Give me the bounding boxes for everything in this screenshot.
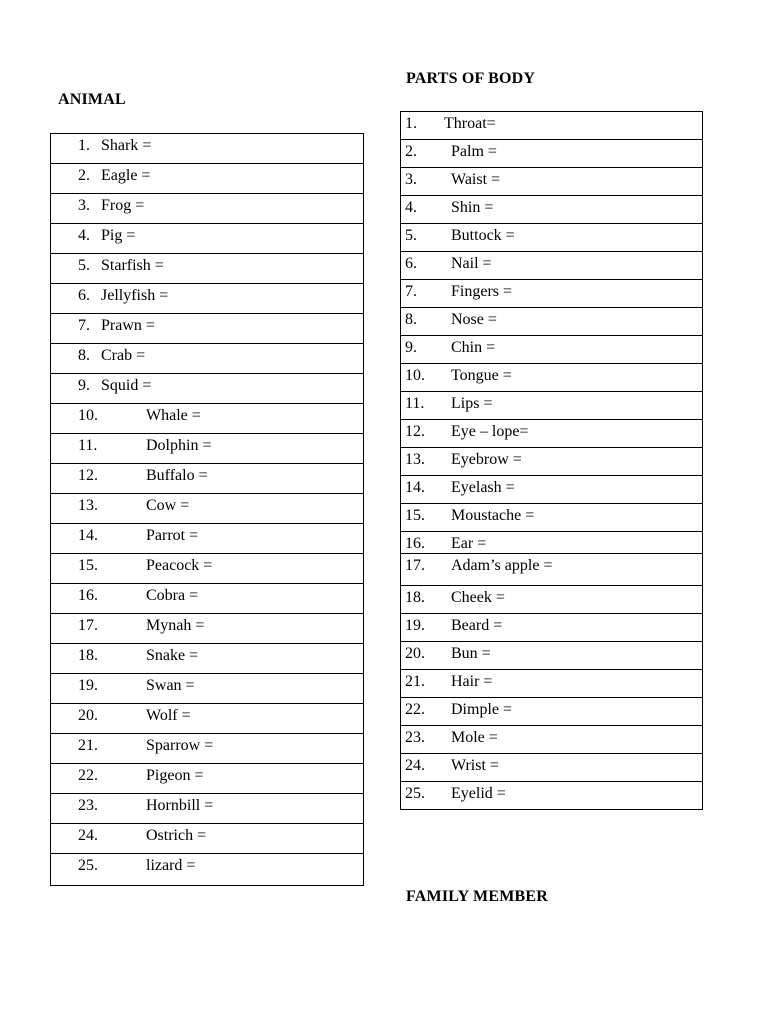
table-cell <box>51 674 364 704</box>
table-cell <box>401 532 703 554</box>
table-row <box>401 252 703 280</box>
item-number: 18. <box>405 589 425 606</box>
item-number: 7. <box>78 317 90 334</box>
table-row <box>51 164 364 194</box>
item-number: 16. <box>405 535 425 552</box>
table-cell <box>401 448 703 476</box>
table-cell <box>401 698 703 726</box>
table-row <box>51 374 364 404</box>
table-cell <box>51 314 364 344</box>
table-cell <box>401 782 703 810</box>
table-cell <box>401 280 703 308</box>
table-row <box>51 254 364 284</box>
table-row <box>401 140 703 168</box>
item-number: 8. <box>78 347 90 364</box>
table-row <box>51 734 364 764</box>
item-label: Bun = <box>451 645 491 662</box>
item-number: 1. <box>405 115 417 132</box>
table-cell <box>51 644 364 674</box>
item-label: Cobra = <box>146 587 199 604</box>
table-row <box>401 476 703 504</box>
item-number: 12. <box>78 467 98 484</box>
table-cell <box>51 194 364 224</box>
item-label: Prawn = <box>101 317 155 334</box>
table-row <box>401 614 703 642</box>
item-number: 2. <box>405 143 417 160</box>
table-row <box>401 554 703 586</box>
table-row <box>401 280 703 308</box>
item-label: Chin = <box>451 339 496 356</box>
table-row <box>401 448 703 476</box>
item-label: Shin = <box>451 199 494 216</box>
table-cell <box>51 704 364 734</box>
table-cell <box>51 584 364 614</box>
table-row <box>401 670 703 698</box>
table-row <box>401 782 703 810</box>
animal-heading: ANIMAL <box>58 91 126 108</box>
item-label: Shark = <box>101 137 152 154</box>
table-cell <box>51 524 364 554</box>
item-label: Starfish = <box>101 257 164 274</box>
item-label: Lips = <box>451 395 493 412</box>
item-label: Eagle = <box>101 167 151 184</box>
item-number: 13. <box>405 451 425 468</box>
item-label: Nose = <box>451 311 497 328</box>
table-row <box>401 642 703 670</box>
table-row <box>51 224 364 254</box>
table-cell <box>401 224 703 252</box>
item-label: Cheek = <box>451 589 505 606</box>
item-number: 25. <box>78 857 98 874</box>
table-row <box>51 674 364 704</box>
table-row <box>51 194 364 224</box>
item-label: Peacock = <box>146 557 213 574</box>
item-number: 8. <box>405 311 417 328</box>
item-label: Palm = <box>451 143 497 160</box>
item-label: Adam’s apple = <box>451 557 553 574</box>
item-label: Dimple = <box>451 701 513 718</box>
item-number: 19. <box>78 677 98 694</box>
table-cell <box>51 554 364 584</box>
table-row <box>51 704 364 734</box>
table-cell <box>401 392 703 420</box>
item-label: Nail = <box>451 255 492 272</box>
item-number: 24. <box>405 757 425 774</box>
item-label: Hornbill = <box>146 797 214 814</box>
table-cell <box>401 614 703 642</box>
item-label: Ostrich = <box>146 827 207 844</box>
item-label: Throat= <box>444 115 496 132</box>
table-row <box>401 420 703 448</box>
item-number: 7. <box>405 283 417 300</box>
table-cell <box>51 284 364 314</box>
item-number: 17. <box>405 557 425 574</box>
table-cell <box>401 196 703 224</box>
table-cell <box>51 764 364 794</box>
item-label: Buffalo = <box>146 467 208 484</box>
item-number: 1. <box>78 137 90 154</box>
table-cell <box>401 476 703 504</box>
table-row <box>51 404 364 434</box>
item-label: Buttock = <box>451 227 515 244</box>
item-number: 21. <box>405 673 425 690</box>
table-cell <box>401 364 703 392</box>
table-row <box>51 794 364 824</box>
table-row <box>51 434 364 464</box>
item-number: 10. <box>78 407 98 424</box>
item-label: Moustache = <box>451 507 535 524</box>
item-number: 15. <box>405 507 425 524</box>
item-number: 19. <box>405 617 425 634</box>
item-number: 9. <box>78 377 90 394</box>
item-label: Swan = <box>146 677 195 694</box>
item-label: Dolphin = <box>146 437 212 454</box>
table-row <box>401 504 703 532</box>
table-row <box>401 168 703 196</box>
item-label: Eyelid = <box>451 785 506 802</box>
table-cell <box>401 252 703 280</box>
item-number: 11. <box>405 395 425 412</box>
table-cell <box>51 374 364 404</box>
table-cell <box>51 254 364 284</box>
item-number: 21. <box>78 737 98 754</box>
item-number: 15. <box>78 557 98 574</box>
table-cell <box>401 140 703 168</box>
item-number: 16. <box>78 587 98 604</box>
table-row <box>51 314 364 344</box>
item-label: Jellyfish = <box>101 287 169 304</box>
table-cell <box>51 734 364 764</box>
item-label: Sparrow = <box>146 737 214 754</box>
table-row <box>51 464 364 494</box>
item-label: Hair = <box>451 673 493 690</box>
item-number: 4. <box>78 227 90 244</box>
item-number: 24. <box>78 827 98 844</box>
family-member-heading: FAMILY MEMBER <box>406 888 549 905</box>
table-cell <box>51 494 364 524</box>
table-cell <box>51 224 364 254</box>
item-label: Eyelash = <box>451 479 515 496</box>
table-cell <box>51 134 364 164</box>
table-cell <box>51 434 364 464</box>
table-row <box>401 698 703 726</box>
table-row <box>51 644 364 674</box>
table-cell <box>401 336 703 364</box>
item-number: 23. <box>78 797 98 814</box>
item-number: 9. <box>405 339 417 356</box>
table-cell <box>401 642 703 670</box>
item-number: 12. <box>405 423 425 440</box>
table-row <box>401 112 703 140</box>
table-cell <box>51 824 364 854</box>
table-row <box>401 726 703 754</box>
table-row <box>51 524 364 554</box>
table-row <box>51 854 364 886</box>
table-cell <box>401 168 703 196</box>
table-cell <box>401 670 703 698</box>
item-label: Beard = <box>451 617 503 634</box>
item-number: 20. <box>405 645 425 662</box>
table-row <box>401 754 703 782</box>
table-cell <box>51 794 364 824</box>
item-label: Eyebrow = <box>451 451 522 468</box>
item-label: Squid = <box>101 377 152 394</box>
item-number: 25. <box>405 785 425 802</box>
table-row <box>401 532 703 554</box>
item-number: 5. <box>405 227 417 244</box>
item-label: Eye – lope= <box>451 423 529 440</box>
item-number: 5. <box>78 257 90 274</box>
table-cell <box>51 464 364 494</box>
item-label: Pigeon = <box>146 767 204 784</box>
table-row <box>51 584 364 614</box>
table-row <box>401 196 703 224</box>
item-label: Mynah = <box>146 617 205 634</box>
item-number: 4. <box>405 199 417 216</box>
item-label: Ear = <box>451 535 487 552</box>
item-label: Wrist = <box>451 757 499 774</box>
item-number: 3. <box>405 171 417 188</box>
table-cell <box>51 164 364 194</box>
parts-of-body-table <box>400 111 703 810</box>
table-cell <box>51 854 364 886</box>
item-label: Mole = <box>451 729 498 746</box>
item-number: 10. <box>405 367 425 384</box>
item-number: 22. <box>405 701 425 718</box>
item-label: Pig = <box>101 227 136 244</box>
table-row <box>401 336 703 364</box>
table-row <box>401 308 703 336</box>
item-number: 14. <box>405 479 425 496</box>
animal-table <box>50 133 364 886</box>
table-cell <box>401 554 703 586</box>
item-label: Waist = <box>451 171 501 188</box>
table-cell <box>401 308 703 336</box>
item-label: lizard = <box>146 857 196 874</box>
table-row <box>401 224 703 252</box>
table-row <box>51 134 364 164</box>
table-cell <box>401 420 703 448</box>
table-row <box>401 392 703 420</box>
item-number: 17. <box>78 617 98 634</box>
item-number: 13. <box>78 497 98 514</box>
table-row <box>51 824 364 854</box>
table-row <box>51 344 364 374</box>
item-number: 3. <box>78 197 90 214</box>
item-number: 6. <box>405 255 417 272</box>
table-cell <box>401 754 703 782</box>
item-label: Frog = <box>101 197 145 214</box>
table-row <box>401 586 703 614</box>
table-cell <box>51 404 364 434</box>
table-cell <box>51 344 364 374</box>
item-number: 22. <box>78 767 98 784</box>
item-label: Crab = <box>101 347 146 364</box>
item-number: 23. <box>405 729 425 746</box>
item-label: Tongue = <box>451 367 512 384</box>
table-row <box>51 614 364 644</box>
table-row <box>51 554 364 584</box>
table-row <box>51 494 364 524</box>
parts-of-body-heading: PARTS OF BODY <box>406 70 536 87</box>
table-cell <box>401 586 703 614</box>
table-row <box>401 364 703 392</box>
table-cell <box>51 614 364 644</box>
item-number: 20. <box>78 707 98 724</box>
item-label: Wolf = <box>146 707 191 724</box>
table-row <box>51 764 364 794</box>
item-label: Whale = <box>146 407 201 424</box>
item-number: 6. <box>78 287 90 304</box>
item-number: 14. <box>78 527 98 544</box>
item-number: 11. <box>78 437 98 454</box>
table-cell <box>401 112 703 140</box>
item-number: 2. <box>78 167 90 184</box>
table-cell <box>401 726 703 754</box>
item-label: Cow = <box>146 497 190 514</box>
item-label: Fingers = <box>451 283 513 300</box>
table-cell <box>401 504 703 532</box>
item-number: 18. <box>78 647 98 664</box>
item-label: Snake = <box>146 647 199 664</box>
item-label: Parrot = <box>146 527 199 544</box>
table-row <box>51 284 364 314</box>
